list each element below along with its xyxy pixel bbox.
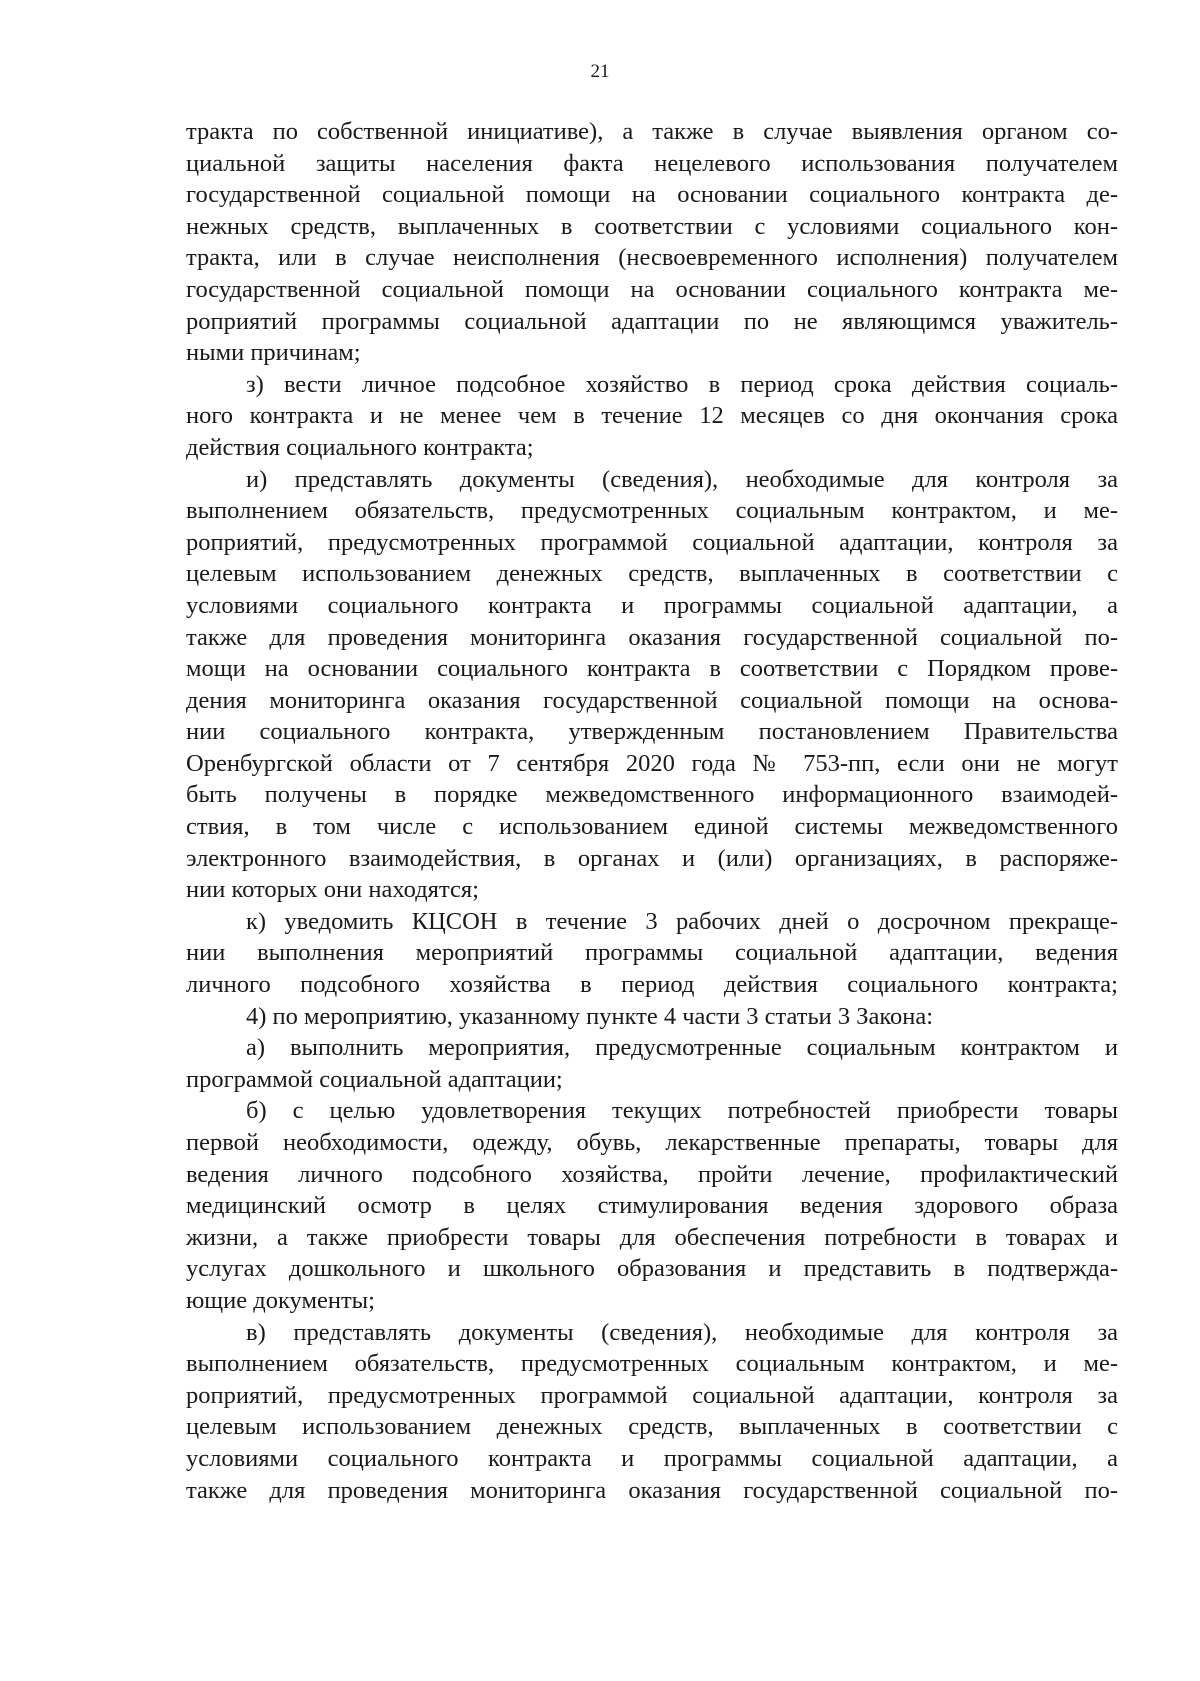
text-line: медицинский осмотр в целях стимулирования ведения здорового образа [186, 1192, 1118, 1220]
text-line: выполнением обязательств, предусмотренных социальным контрактом, и ме- [186, 497, 1118, 525]
text-line: в) представлять документы (сведения), необходимые для контроля за [246, 1318, 1118, 1346]
text-line: и) представлять документы (сведения), необходимые для контроля за [246, 465, 1118, 493]
text-line: роприятий, предусмотренных программой социальной адаптации, контроля за [186, 528, 1118, 556]
text-line: циальной защиты населения факта нецелевого использования получателем [186, 149, 1118, 177]
text-line: нежных средств, выплаченных в соответствии с условиями социального кон- [186, 212, 1118, 240]
text-line: целевым использованием денежных средств, выплаченных в соответствии с [186, 560, 1118, 588]
text-line: также для проведения мониторинга оказания государственной социальной по- [186, 1476, 1118, 1504]
text-line: целевым использованием денежных средств, выплаченных в соответствии с [186, 1413, 1118, 1441]
text-line: роприятий программы социальной адаптации по не являющимся уважитель- [186, 307, 1118, 335]
text-line: а) выполнить мероприятия, предусмотренные социальным контрактом и [246, 1034, 1118, 1062]
text-line: условиями социального контракта и программы социальной адаптации, а [186, 1444, 1118, 1472]
text-line: б) с целью удовлетворения текущих потребностей приобрести товары [246, 1097, 1118, 1125]
text-line: к) уведомить КЦСОН в течение 3 рабочих дней о досрочном прекраще- [246, 907, 1118, 935]
text-line: ведения личного подсобного хозяйства, пройти лечение, профилактический [186, 1160, 1118, 1188]
text-line: тракта, или в случае неисполнения (несвоевременного исполнения) получателем [186, 244, 1118, 272]
text-line: быть получены в порядке межведомственного информационного взаимодей- [186, 781, 1118, 809]
text-line: 4) по мероприятию, указанному пункте 4 части 3 статьи 3 Закона: [246, 1002, 934, 1030]
text-line: нии выполнения мероприятий программы социальной адаптации, ведения [186, 939, 1118, 967]
text-line: нии социального контракта, утвержденным постановлением Правительства [186, 718, 1118, 746]
text-line: электронного взаимодействия, в органах и (или) организациях, в распоряже- [186, 844, 1118, 872]
text-line: также для проведения мониторинга оказания государственной социальной по- [186, 623, 1118, 651]
text-line: программой социальной адаптации; [186, 1065, 563, 1093]
text-line: действия социального контракта; [186, 433, 534, 461]
text-line: Оренбургской области от 7 сентября 2020 года № 753-пп, если они не могут [186, 749, 1118, 777]
text-line: з) вести личное подсобное хозяйство в период срока действия социаль- [246, 370, 1118, 398]
text-line: ющие документы; [186, 1286, 375, 1314]
text-line: первой необходимости, одежду, обувь, лекарственные препараты, товары для [186, 1129, 1118, 1156]
text-line: мощи на основании социального контракта в соответствии с Порядком прове- [186, 655, 1118, 683]
text-line: роприятий, предусмотренных программой социальной адаптации, контроля за [186, 1381, 1118, 1409]
text-line: государственной социальной помощи на основании социального контракта ме- [186, 275, 1118, 303]
text-line: условиями социального контракта и программы социальной адаптации, а [186, 591, 1118, 619]
text-line: услугах дошкольного и школьного образования и представить в подтвержда- [186, 1255, 1118, 1283]
text-line: ного контракта и не менее чем в течение 12 месяцев со дня окончания срока [186, 402, 1118, 430]
text-line: дения мониторинга оказания государственной социальной помощи на основа- [186, 686, 1118, 714]
text-line: личного подсобного хозяйства в период действия социального контракта; [186, 971, 1118, 999]
text-line: выполнением обязательств, предусмотренных социальным контрактом, и ме- [186, 1350, 1118, 1378]
text-line: нии которых они находятся; [186, 876, 479, 904]
text-line: тракта по собственной инициативе), а также в случае выявления органом со- [186, 118, 1118, 145]
page-number: 21 [590, 61, 610, 82]
text-line: жизни, а также приобрести товары для обеспечения потребности в товарах и [186, 1223, 1118, 1251]
text-line: ствия, в том числе с использованием единой системы межведомственного [186, 813, 1118, 841]
document-body [186, 116, 1118, 1506]
text-line: государственной социальной помощи на основании социального контракта де- [186, 181, 1118, 209]
text-line: ными причинам; [186, 339, 361, 367]
